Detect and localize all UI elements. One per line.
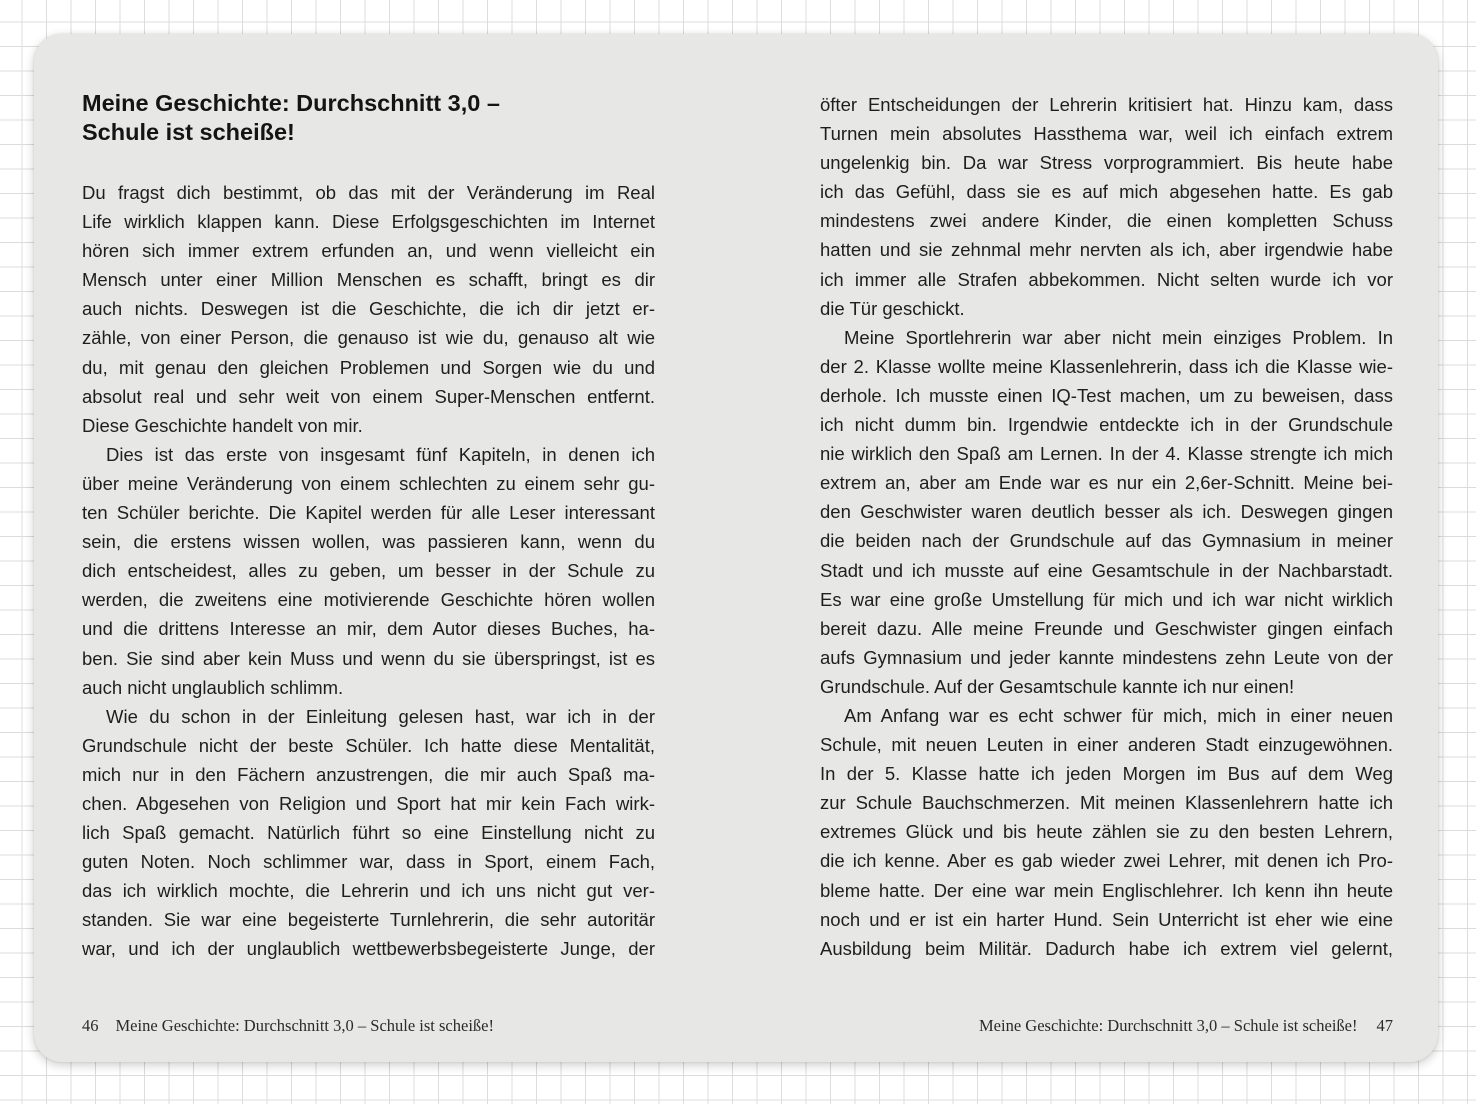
text-line: Meine Sportlehrerin war aber nicht mein einziges Problem. In — [844, 326, 1393, 348]
text-line: das ich wirklich mochte, die Lehrerin und ich uns nicht gut ver- — [82, 880, 655, 902]
right-page-body — [820, 90, 1393, 963]
text-line: Es war eine große Umstellung für mich und ich war nicht wirklich — [820, 588, 1393, 610]
text-line: Schule, mit neuen Leuten in einer anderen Stadt einzugewöhnen. — [820, 734, 1393, 756]
text-line: noch und er ist ein harter Hund. Sein Unterricht ist eher wie eine — [820, 908, 1393, 930]
chapter-heading-line: Schule ist scheiße! — [82, 119, 295, 146]
text-line: ich das Gefühl, dass sie es auf mich abgesehen hatte. Es gab — [820, 181, 1393, 203]
text-line: die ich kenne. Aber es gab wieder zwei Lehrer, mit denen ich Pro- — [820, 850, 1393, 872]
text-line: über meine Veränderung von einem schlechten zu einem sehr gu- — [82, 472, 655, 494]
text-line: lich Spaß gemacht. Natürlich führt so eine Einstellung nicht zu — [82, 822, 655, 844]
text-line: mich nur in den Fächern anzustrengen, die mir auch Spaß ma- — [82, 763, 655, 785]
text-line: aufs Gymnasium und jeder kannte mindestens zehn Leute von der — [820, 646, 1393, 668]
text-line: Life wirklich klappen kann. Diese Erfolgsgeschichten im Internet — [82, 211, 655, 233]
text-line: sein, die erstens wissen wollen, was passieren kann, wenn du — [82, 531, 655, 553]
text-line: ten Schüler berichte. Die Kapitel werden für alle Leser interessant — [82, 502, 655, 524]
text-line: extrem an, aber am Ende war es nur ein 2,6er-Schnitt. Meine bei- — [820, 472, 1393, 494]
text-line: absolut real und sehr weit von einem Super-Menschen entfernt. — [82, 385, 655, 407]
text-line: die beiden nach der Grundschule auf das Gymnasium in meiner — [820, 530, 1393, 552]
text-line: Wie du schon in der Einleitung gelesen hast, war ich in der — [106, 705, 655, 727]
text-line: war, und ich der unglaublich wettbewerbsbegeisterte Junge, der — [82, 938, 655, 960]
text-line: werden, die zweitens eine motivierende Geschichte hören wollen — [82, 589, 655, 611]
text-line: nie wirklich den Spaß am Lernen. In der 4. Klasse strengte ich mich — [820, 443, 1393, 465]
text-line: auch nichts. Deswegen ist die Geschichte, die ich dir jetzt er- — [82, 298, 655, 320]
text-line: derhole. Ich musste einen IQ-Test machen, um zu beweisen, dass — [820, 384, 1393, 406]
text-line: zähle, von einer Person, die genauso ist wie du, genauso alt wie — [82, 327, 655, 349]
text-line: guten Noten. Noch schlimmer war, dass in Sport, einem Fach, — [82, 851, 655, 873]
running-title: Meine Geschichte: Durchschnitt 3,0 – Schule ist scheiße! — [115, 1016, 494, 1035]
text-line: hatten und sie zehnmal mehr nervten als ich, aber irgendwie habe — [820, 239, 1393, 261]
text-line: mindestens zwei andere Kinder, die einen kompletten Schuss — [820, 210, 1393, 232]
text-line: den Geschwister waren deutlich besser als ich. Deswegen gingen — [820, 501, 1393, 523]
text-line: Grundschule. Auf der Gesamtschule kannte ich nur einen! — [820, 675, 1295, 697]
text-line: standen. Sie war eine begeisterte Turnlehrerin, die sehr autoritär — [82, 909, 655, 931]
text-line: die Tür geschickt. — [820, 297, 965, 319]
text-line: öfter Entscheidungen der Lehrerin kritisiert hat. Hinzu kam, dass — [820, 94, 1393, 115]
text-line: auch nicht unglaublich schlimm. — [82, 676, 344, 698]
text-line: In der 5. Klasse hatte ich jeden Morgen im Bus auf dem Weg — [820, 763, 1393, 785]
text-line: ben. Sie sind aber kein Muss und wenn du sie überspringst, ist es — [82, 647, 655, 669]
text-line: bleme hatte. Der eine war mein Englischlehrer. Ich kenn ihn heute — [820, 879, 1393, 901]
running-title: Meine Geschichte: Durchschnitt 3,0 – Schule ist scheiße! — [979, 1016, 1358, 1035]
text-line: der 2. Klasse wollte meine Klassenlehrerin, dass ich die Klasse wie- — [820, 355, 1393, 377]
text-line: Grundschule nicht der beste Schüler. Ich hatte diese Mentalität, — [82, 734, 655, 756]
book-spread — [34, 34, 1438, 1062]
text-line: dich entscheidest, alles zu geben, um besser in der Schule zu — [82, 560, 655, 582]
text-line: ich nicht dumm bin. Irgendwie entdeckte ich in der Grundschule — [820, 414, 1393, 436]
text-line: chen. Abgesehen von Religion und Sport hat mir kein Fach wirk- — [82, 792, 655, 814]
text-line: bereit dazu. Alle meine Freunde und Geschwister gingen einfach — [820, 617, 1393, 639]
left-page-body — [82, 178, 655, 964]
text-line: und die drittens Interesse an mir, dem Autor dieses Buches, ha- — [82, 618, 655, 640]
chapter-heading — [82, 86, 655, 144]
text-line: Stadt und ich musste auf eine Gesamtschule in der Nachbarstadt. — [820, 559, 1393, 581]
chapter-heading-line: Meine Geschichte: Durchschnitt 3,0 – — [82, 90, 500, 116]
page-number: 47 — [1376, 1016, 1393, 1035]
text-line: Ausbildung beim Militär. Dadurch habe ich extrem viel gelernt, — [820, 937, 1393, 959]
page-number: 46 — [82, 1016, 99, 1035]
text-line: ich immer alle Strafen abbekommen. Nicht selten wurde ich vor — [820, 268, 1393, 290]
text-line: Am Anfang war es echt schwer für mich, mich in einer neuen — [844, 704, 1393, 726]
text-line: zur Schule Bauchschmerzen. Mit meinen Klassenlehrern hatte ich — [820, 792, 1393, 814]
right-page-footer — [979, 1015, 1393, 1037]
text-line: hören sich immer extrem erfunden an, und wenn vielleicht ein — [82, 240, 655, 262]
text-line: du, mit genau den gleichen Problemen und Sorgen wie du und — [82, 356, 655, 378]
text-line: Turnen mein absolutes Hassthema war, weil ich einfach extrem — [820, 123, 1393, 145]
text-line: extremes Glück und bis heute zählen sie zu den besten Lehrern, — [820, 821, 1393, 843]
text-line: Du fragst dich bestimmt, ob das mit der Veränderung im Real — [82, 182, 655, 203]
text-line: ungelenkig bin. Da war Stress vorprogrammiert. Bis heute habe — [820, 152, 1393, 174]
text-line: Mensch unter einer Million Menschen es schafft, bringt es dir — [82, 269, 655, 291]
text-line: Dies ist das erste von insgesamt fünf Kapiteln, in denen ich — [106, 443, 655, 465]
text-line: Diese Geschichte handelt von mir. — [82, 414, 363, 436]
left-page-footer — [82, 1015, 494, 1037]
